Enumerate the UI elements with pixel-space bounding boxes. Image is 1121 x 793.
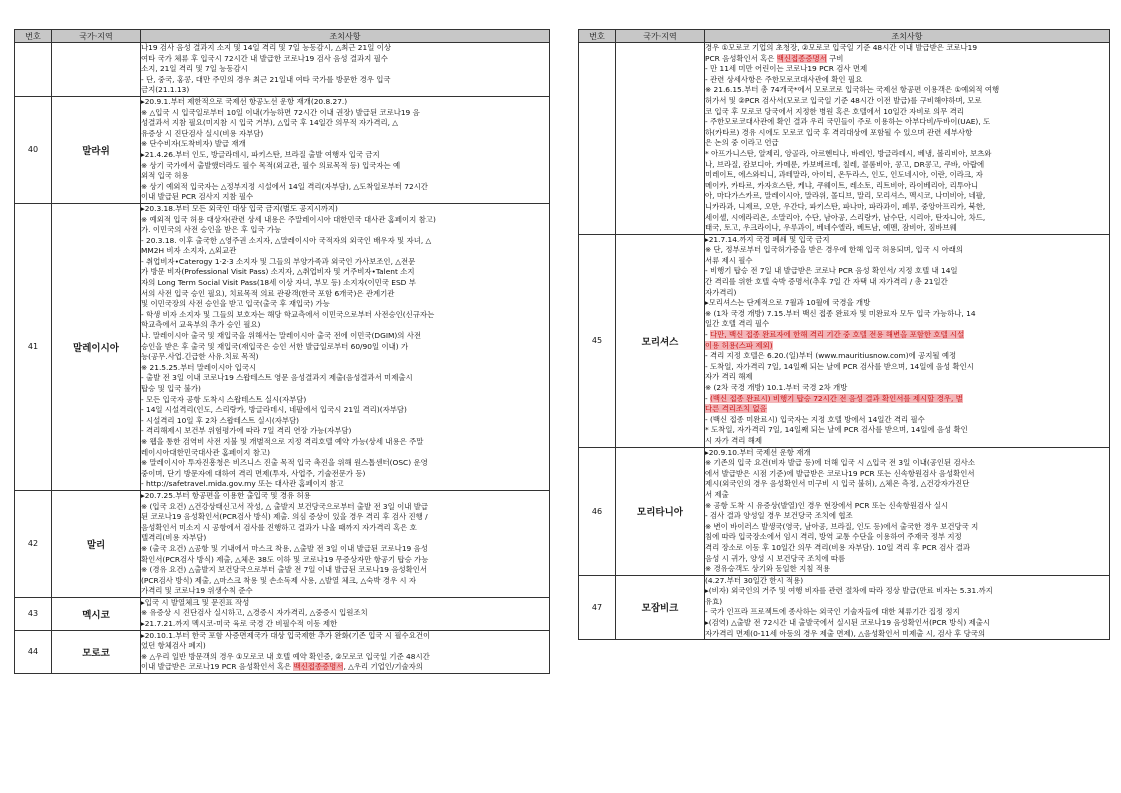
measure-line: 승인을 받은 후 출국 및 재입국(재입국은 승인 서한 발급일로부터 60/90일 이내) 가 [141, 341, 409, 351]
left-page-table [14, 29, 550, 674]
column-header-country: 국가·지역 [616, 30, 705, 43]
measure-line: - 다만, 백신 접종 완료자에 한해 격리 기간 중 호텔 전용 해변을 포함한 호텔 시설 [705, 330, 965, 340]
measure-line: ※ 단수비자(도착비자) 발급 재개 [141, 139, 246, 149]
measure-line: ※ 21.6.15.부터 총 74개국*에서 모로코로 입국하는 국제선 항공편 이용객은 ①예외적 여행 [705, 85, 1000, 95]
measure-line: ▸21.7.14.까지 국경 폐쇄 및 입국 금지 [705, 234, 830, 244]
measures-cell [141, 490, 550, 597]
measure-line: ※ 상기 국가에서 출발했더라도 필수 목적(외교관, 필수 의료목적 등) 입국자는 예 [141, 160, 401, 170]
measure-line: ※ 예외적 입국 허용 대상자(관련 상세 내용은 주말레이시아 대한민국 대사관 홈페이지 참고) [141, 214, 436, 224]
measure-line: 음성 시 귀가, 양성 시 보건당국 조치에 따름 [705, 553, 846, 563]
measure-line: ※ 기존의 입국 요건(비자 발급 등)에 더해 입국 시 △입국 전 3일 이내(공인된 검사소 [705, 458, 975, 468]
measure-line: - 주한모로코대사관에 확인 결과 우리 국민들이 주로 이용하는 아부다비/두바이(UAE), 도 [705, 117, 991, 127]
measure-line: 격리 장소로 이동 후 10일간 의무 격리(비용 자부담). 10일 격리 후 PCR 검사 결과 [705, 542, 970, 552]
measure-line: ※ 말레이시아 투자진흥청은 비즈니스 진출 목적 입국 촉진을 위해 원스톱센터(OSC) 운영 [141, 458, 428, 468]
measure-line: ※ △입국 시 입국일로부터 10일 이내(가능하면 72시간 이내 권장) 발급된 코로나19 음 [141, 107, 420, 117]
measure-line: (PCR검사 방식) 제출, △마스크 착용 및 손소독제 사용, △발열 체크, △숙박 경우 시 자 [141, 575, 417, 585]
measure-line: - 14일 시설격리(인도, 스리랑카, 방글라데시, 네팔에서 입국시 21일 격리)(자부담) [141, 405, 407, 415]
column-header-country: 국가·지역 [52, 30, 141, 43]
measure-line: - 도착일, 자가격리 7일, 14일째 되는 날에 PCR 검사를 받으며, 14일에 음성 확인시 [705, 361, 974, 371]
measure-line: 경우 ①모로코 기업의 초청장, ②모로코 입국일 기준 48시간 이내 발급받은 코로나19 [705, 43, 978, 52]
country-name: 모리셔스 [616, 234, 705, 447]
measure-line: 이내 발급받은 코로나19 PCR 음성확인서 혹은 백신접종증명서, △우리 기업인/기술자의 [141, 662, 423, 672]
measure-line: 나, 브라질, 캄보디아, 카메룬, 카보베르데, 칠레, 콜롬비아, 콩고, DR콩고, 쿠바, 아랍에 [705, 159, 985, 169]
measures-cell [141, 96, 550, 203]
measure-line: - 국가 인프라 프로젝트에 종사하는 외국인 기술자들에 대한 체류기간 집정 정지 [705, 607, 960, 617]
measure-line: 허가서 및 ②PCR 검사서(모로코 입국일 기준 48시간 이전 발급)를 구비해야하며, 모로 [705, 95, 982, 105]
measure-line: 이내 발급된 PCR 검사지 지참 필수 [141, 192, 254, 202]
measure-line: 탑승 및 입국 불가) [141, 384, 201, 393]
table-row [15, 630, 550, 673]
row-number: 41 [15, 203, 52, 490]
measure-line: 메이카, 카타르, 카자흐스탄, 케냐, 쿠웨이트, 레소토, 리트비아, 라이베리아, 리투아니 [705, 180, 979, 190]
measure-line: 음성확인서 미소지 시 공항에서 검사를 진행하고 결과가 나올 때까지 자가격리 혹은 호 [141, 522, 417, 532]
measure-line: 된 코로나19 음성확인서(PCR검사 방식) 제출. 의심 증상이 있을 경우 격리 후 검사 진행 / [141, 512, 428, 522]
table-row [15, 43, 550, 97]
measure-line: 제시(외국인의 경우 음성확인서 미구비 시 입국 불허), △체온 측정, △건강자가진단 [705, 479, 970, 489]
column-header-measures: 조치사항 [141, 30, 550, 43]
row-number: 45 [579, 234, 616, 447]
measure-line: 소지, 21일 격리 및 7일 능동감시 [141, 64, 248, 74]
measure-line: 여타 국가 체류 후 입국시 72시간 내 발급한 코로나19 검사 음성 결과지 필수 [141, 53, 388, 63]
measure-line: ※ (경유 요건) △출발지 보건당국으로부터 출발 전 7일 이내 발급된 코로나19 음성확인서 [141, 565, 428, 575]
measure-line: 자가격리 면제(0-11세 아동의 경우 제출 면제), △음성확인서 미제출 시, 검사 후 당국의 [705, 628, 986, 638]
measures-cell [141, 597, 550, 630]
measure-line: - 비행기 탑승 전 7일 내 발급받은 코로나 PCR 음성 확인서/ 지정 호텔 내 14일 [705, 266, 958, 276]
measure-line: 성결과서 지참 필요(미지참 시 입국 거부), △입국 후 14일간 의무적 자가격리, △ [141, 118, 398, 128]
measure-line: ▸20.9.10.부터 국제선 운항 재개 [705, 447, 811, 457]
measure-line: 니카라과, 니제르, 오만, 우간다, 파키스탄, 파나마, 파라과이, 페루, 중앙아프리카, 북한, [705, 201, 986, 211]
measure-line: ▸입국 시 발열체크 및 문진표 작성 [141, 597, 250, 607]
highlighted-text: (백신 접종 완료시) 비행기 탑승 72시간 전 음성 결과 확인서를 제시할 경우, 별 [710, 393, 963, 403]
measure-line: 서류 제시 필수 [705, 255, 753, 265]
table-row [15, 490, 550, 597]
column-header-measures: 조치사항 [705, 30, 1110, 43]
measure-line: ※ △우리 일반 방문객의 경우 ①모로코 내 호텔 예약 확인증, ②모로코 입국일 기준 48시간 [141, 651, 430, 661]
measure-line: ▸(검역) △출발 전 72시간 내 출발국에서 실시된 코로나19 음성확인서(PCR 방식) 제출시 [705, 618, 991, 628]
row-number: 47 [579, 575, 616, 640]
measure-line: PCR 음성확인서 혹은 백신접종증명서 구비 [705, 53, 844, 63]
measure-line: ※ 경유승객도 상기와 동일한 지침 적용 [705, 564, 831, 574]
measure-line: * 도착일, 자가격리 7일, 14일째 되는 날에 PCR 검사를 받으며, 14일에 음성 확인 [705, 425, 968, 435]
table-row [15, 96, 550, 203]
country-name [616, 43, 705, 235]
measure-line: 레이시아대한민국대사관 홈페이지 참고) [141, 447, 270, 457]
measure-line: 나19 검사 음성 결과지 소지 및 14일 격리 및 7일 능동감시, △최근 21일 이상 [141, 43, 391, 52]
measure-line: 가 방문 비자(Professional Visit Pass) 소지자, △취업비자 및 거주비자•Talent 소지 [141, 267, 415, 277]
country-name: 말라위 [52, 96, 141, 203]
measures-cell [705, 234, 1110, 447]
country-name: 말레이시아 [52, 203, 141, 490]
table-row [579, 43, 1110, 235]
measure-line: - 격리 지정 호텔은 6.20.(일)부터 (www.mauritiusnow.com)에 공지될 예정 [705, 351, 957, 361]
measure-line: 가. 이민국의 사전 승인을 받은 후 입국 가능 [141, 225, 282, 235]
measures-cell [141, 43, 550, 97]
measure-line: - 시설격리 10일 후 2차 스왑테스트 실시(자부담) [141, 415, 300, 425]
measure-line: ▸모리셔스는 단계적으로 7월과 10월에 국경을 개방 [705, 298, 871, 308]
highlighted-text: 이용 허용(스파 제외) [705, 340, 773, 350]
measure-line: - (백신 접종 완료시) 비행기 탑승 72시간 전 음성 결과 확인서를 제시할 경우, 별 [705, 393, 963, 403]
measure-line: - 검사 결과 양성일 경우 보건당국 조치에 협조 [705, 511, 853, 521]
row-number: 46 [579, 447, 616, 575]
country-name: 모잠비크 [616, 575, 705, 640]
measure-line: - 모든 입국자 공항 도착시 스왑테스트 실시(자부담) [141, 394, 307, 404]
measure-line: 유효) [705, 596, 723, 606]
measure-line: - 학생 비자 소지자 및 그들의 보호자는 해당 학교측에서 이민국으로부터 사전승인(신규자는 [141, 309, 435, 319]
measure-line: ▸20.3.18.부터 모든 외국인 대상 입국 금지(별도 공지시까지) [141, 203, 338, 213]
measure-line: 외적 입국 허용 [141, 171, 189, 181]
measure-line: 미레이트, 에스와티니, 과테말라, 아이티, 온두라스, 인도, 인도네시아, 이란, 이라크, 자 [705, 170, 983, 180]
measure-line: - 단, 중국, 홍콩, 대만 주민의 경우 최근 21일내 여타 국가를 방문한 경우 입국 [141, 74, 391, 84]
highlighted-text: 백신접종증명서 [776, 53, 827, 63]
measure-line: ▸(비자) 외국인의 거주 및 여행 비자를 관련 절차에 따라 정상 발급(만료 비자는 5.31.까지 [705, 586, 993, 596]
column-header-number: 번호 [15, 30, 52, 43]
measure-line: 세이셸, 시에라리온, 소말리아, 수단, 남아공, 스리랑카, 남수단, 시리아, 탄자니아, 차드, [705, 212, 986, 222]
measure-line: ▸20.7.25.부터 항공편을 이용한 출입국 및 경유 허용 [141, 490, 311, 500]
highlighted-text: 다른 격리조치 없음 [705, 404, 767, 414]
table-row [15, 597, 550, 630]
table-header-row [579, 30, 1110, 43]
measure-line: 및 이민국장의 사전 승인을 받고 입국(출국 후 재입국) 가능 [141, 299, 330, 309]
table-row [579, 234, 1110, 447]
measure-line: ▸21.4.26.부터 인도, 방글라데시, 파키스탄, 브라질 출발 여행자 입국 금지 [141, 149, 380, 159]
measure-line: ▸20.10.1.부터 한국 포함 사증면제국가 대상 입국제한 추가 완화(기존 입국 시 필수요건이 [141, 630, 431, 640]
measure-line: 침에 따라 입국장소에서 임시 격리, 방역 교통 수단을 이용하여 주재국 정부 지정 [705, 532, 962, 542]
measure-line: MM2H 비자 소지자, △외교관 [141, 246, 237, 256]
measure-line: - (백신 접종 미완료시) 입국자는 지정 호텔 방에서 14일간 격리 필수 [705, 414, 925, 424]
measure-line: 중이며, 단기 방문자에 대하여 격리 면제(투자, 사업주, 기술전문가 등) [141, 468, 366, 478]
measure-line [705, 341, 1109, 352]
measure-line: - 20.3.18. 이후 출국한 △영주권 소지자, △말레이시아 국적자의 외국인 배우자 및 자녀, △ [141, 235, 432, 245]
measures-cell [705, 575, 1110, 640]
country-name [52, 43, 141, 97]
measure-line: - 만 11세 미만 어린이는 코로나19 PCR 검사 면제 [705, 64, 868, 74]
measure-line: 은 논의 중 이라고 언급 [705, 138, 779, 148]
measure-line: 학교측에서 교육부의 추가 승인 필요) [141, 320, 261, 330]
measure-line: 텔격리(비용 자부담) [141, 533, 207, 543]
measure-line: - 관련 상세사항은 주한모로코대사관에 확인 필요 [705, 74, 863, 84]
table-header-row [15, 30, 550, 43]
measures-cell [705, 447, 1110, 575]
highlighted-text: 백신접종증명서 [293, 662, 344, 672]
country-name: 모로코 [52, 630, 141, 673]
row-number: 40 [15, 96, 52, 203]
measure-line: 간 격리를 위한 호텔 숙박 증명서(추후 7일 간 자택 내 자가격리 / 총 21일간 [705, 277, 948, 287]
row-number [579, 43, 616, 235]
measure-line: 나. 말레이시아 출국 및 재입국을 위해서는 말레이시아 출국 전에 이민국(DGIM)의 사전 [141, 331, 422, 341]
measure-line: 아, 마다가스카르, 말레이시아, 말라위, 몰디브, 말리, 모리셔스, 멕시코, 나미비아, 네팔, [705, 191, 986, 201]
measure-line: ※ 변이 바이러스 발생국(영국, 남아공, 브라질, 인도 등)에서 출국한 경우 보건당국 지 [705, 521, 979, 531]
measure-line: 에서 발급받은 시점 기준)에 발급받은 코로나19 PCR 또는 신속항원검사 음성확인서 [705, 468, 975, 478]
measure-line: 하(카타르) 경유 시에도 모로코 입국 후 격리대상에 포함될 수 있으며 관련 세부사항 [705, 127, 973, 137]
measure-line: 서 제출 [705, 489, 729, 499]
country-name: 모리타니아 [616, 447, 705, 575]
measures-cell [141, 203, 550, 490]
measure-line: - 출발 전 3일 이내 코로나19 스왑테스트 영문 음성결과지 제출(음성결과서 미제출시 [141, 373, 413, 383]
measure-line: 자의 Long Term Social Visit Pass(18세 이상 자녀, 부모 등) 소지자(이민국 ESD 부 [141, 278, 416, 288]
measure-line: ※ 공항 도착 시 유증상(발열)인 경우 현장에서 PCR 또는 신속항원검사 실시 [705, 500, 948, 510]
measure-line: 었던 항체검사 폐지) [141, 641, 206, 651]
measure-line: 서의 사전 입국 승인 필요), 치료목적 의료 관광객(한국 포함 6개국)은 관계기관 [141, 288, 395, 298]
measure-line: ※ (출국 요건) △공항 및 기내에서 마스크 착용, △출발 전 3일 이내 발급된 코로나19 음성 [141, 543, 428, 553]
measure-line: ※ (입국 요건) △건강상태신고서 작성, △ 출발지 보건당국으로부터 출발 전 3일 이내 발급 [141, 501, 429, 511]
table-row [579, 447, 1110, 575]
measure-line: * 아프가니스탄, 알제리, 앙골라, 아르헨티나, 바레인, 방글라데시, 베냉, 볼리비아, 보츠와 [705, 148, 992, 158]
measures-cell [705, 43, 1110, 235]
measure-line: ※ 웹을 통한 검역비 사전 지불 및 개별적으로 지정 격리호텔 예약 가능(상세 내용은 주말 [141, 436, 424, 446]
measure-line: 금지(21.1.13) [141, 85, 190, 95]
measure-line: 코 입국 후 모로코 당국에서 지정한 병원 혹은 호텔에서 10일간 자비로 의무 격리 [705, 106, 964, 116]
measure-line: 시 자가 격리 해제 [705, 435, 763, 445]
measure-line: 유증상 시 진단검사 실시(비용 자부담) [141, 128, 264, 138]
measure-line: 일간 호텔 격리 필수 [705, 319, 770, 329]
measure-line: ※ (1차 국경 개방) 7.15.부터 백신 접종 완료자 및 미완료자 모두 입국 가능하나, 14 [705, 308, 976, 318]
measure-line: (4.27.부터 30일간 한시 적용) [705, 575, 804, 585]
measures-cell [141, 630, 550, 673]
measure-line: 태국, 토고, 우크라이나, 우루과이, 베네수엘라, 베트남, 예멘, 잠비아, 짐바브웨 [705, 223, 957, 233]
measure-line [705, 404, 1109, 415]
measure-line: 자가격리) [705, 287, 737, 297]
measure-line: ※ 상기 예외적 입국자는 △정부지정 시설에서 14일 격리(자부담), △도착일로부터 72시간 [141, 181, 428, 191]
table-row [579, 575, 1110, 640]
measure-line: ※ 단, 정부로부터 입국허가증을 받은 경우에 한해 입국 허용되며, 입국 시 아래의 [705, 245, 964, 255]
measure-line: ※ (2차 국경 개방) 10.1.부터 국경 2차 개방 [705, 383, 848, 392]
row-number [15, 43, 52, 97]
measure-line: 능(공무.사업.긴급한 사유.치료 목적) [141, 352, 259, 362]
country-name: 멕시코 [52, 597, 141, 630]
measure-line: 확인서(PCR검사 방식) 제출, △체온 38도 이하 및 코로나19 무증상자만 항공기 탑승 가능 [141, 554, 429, 564]
measure-line: - http://safetravel.mida.gov.my 또는 대사관 홈페이지 참고 [141, 479, 344, 489]
column-header-number: 번호 [579, 30, 616, 43]
table-row [15, 203, 550, 490]
right-page-table [578, 29, 1110, 640]
country-name: 말리 [52, 490, 141, 597]
measure-line: - 취업비자•Caterogy 1·2·3 소지자 및 그들의 부양가족과 외국인 가사보조인, △전문 [141, 256, 416, 266]
highlighted-text: 다만, 백신 접종 완료자에 한해 격리 기간 중 호텔 전용 해변을 포함한 호텔 시설 [710, 330, 965, 340]
measure-line: ※ 21.5.25.부터 말레이시아 입국시 [141, 362, 257, 372]
measure-line: ※ 유증상 시 진단검사 실시하고, △경증시 자가격리, △중증시 입원조치 [141, 608, 368, 618]
row-number: 44 [15, 630, 52, 673]
measure-line: ▸21.7.21.까지 멕시코-미국 육로 국경 간 비필수적 이동 제한 [141, 619, 338, 629]
measure-line: 자가 격리 해제 [705, 372, 753, 382]
measure-line: 가격리 및 코로나19 위생수칙 준수 [141, 586, 253, 596]
measure-line: - 격리해제시 보건부 위험평가에 따라 7일 격리 연장 가능(자부담) [141, 426, 352, 436]
row-number: 43 [15, 597, 52, 630]
row-number: 42 [15, 490, 52, 597]
measure-line: ▸20.9.1.부터 제한적으로 국제선 항공노선 운항 재개(20.8.27.) [141, 96, 348, 106]
